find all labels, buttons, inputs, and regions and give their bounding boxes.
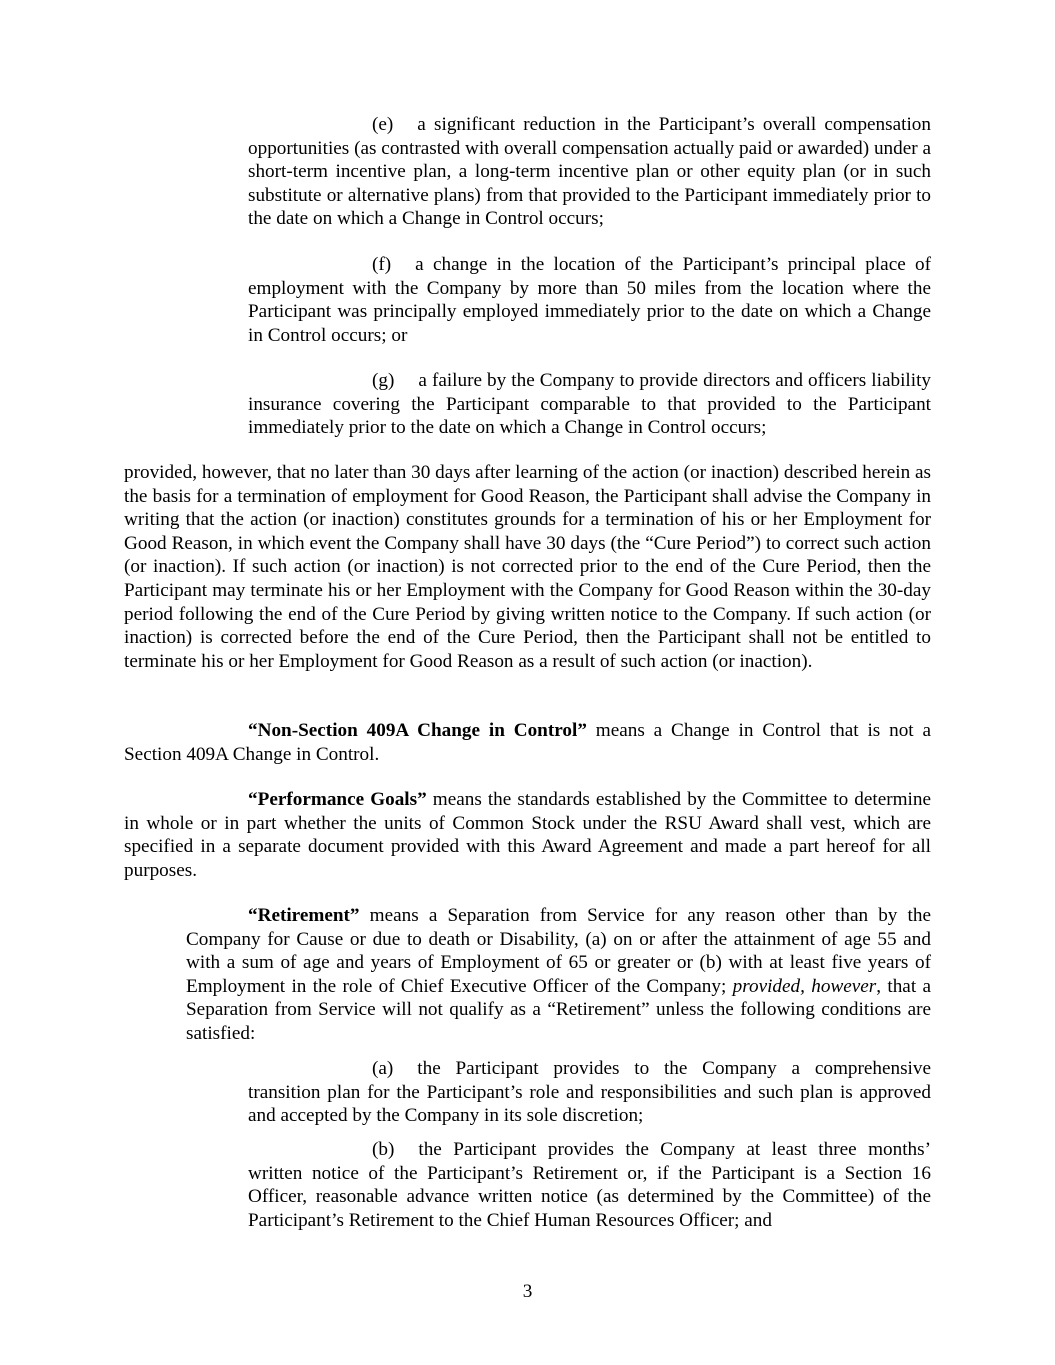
- clause-text: a change in the location of the Participant’s principal place of employment with the Company by more than 50 miles from the location where the Participant was principally employed immediately prior to the date on which a Change in Control occurs; or: [248, 254, 931, 346]
- page-number: 3: [522, 1281, 533, 1302]
- definition-italic: provided, however: [732, 975, 877, 997]
- clause-text: a significant reduction in the Participant’s overall compensation opportunities (as contrasted with overall compensation actually paid or awarded) under a short-term incentive plan, a long-term incentive plan or other equity plan (or in such substitute or alternative plans) from that provided to the Participant immediately prior to the date on which a Change in Control occurs;: [248, 114, 931, 230]
- clause-label: (e): [372, 114, 394, 135]
- definition-term: “Retirement”: [248, 905, 360, 926]
- clause-label: (a): [372, 1058, 394, 1079]
- condition-a: [248, 1057, 931, 1128]
- clause-text: the Participant provides the Company at least three months’ written notice of the Participant’s Retirement or, if the Participant is a Section 16 Officer, reasonable advance written notice (as determined by the Committee) of the Participant’s Retirement to the Chief Human Resources Officer; and: [248, 1139, 931, 1231]
- definition-non-409a: [124, 719, 931, 766]
- condition-b: [248, 1138, 931, 1232]
- definition-text: means a Separation from Service for any reason other than by the Company for Cause or due to death or Disability, (a) on or after the attainment of age 55 and with a sum of age and years of Employment of 65 or greater or (b) with at least five years of Employment in the role of Chief Executive Officer of the Company;: [186, 905, 931, 997]
- clause-label: (b): [372, 1139, 395, 1160]
- proviso-text: provided, however, that no later than 30 days after learning of the action (or inaction) described herein as the basis for a termination of employment for Good Reason, the Participant shall advise the Company in writing that the action (or inaction) constitutes grounds for a termination of his or her Employment for Good Reason, in which event the Company shall have 30 days (the “Cure Period”) to correct such action (or inaction). If such action (or inaction) is not corrected prior to the end of the Cure Period, then the Participant may terminate his or her Employment with the Company for Good Reason within the 30-day period following the end of the Cure Period by giving written notice to the Company. If such action (or inaction) is corrected before the end of the Cure Period, then the Participant shall not be entitled to terminate his or her Employment for Good Reason as a result of such action (or inaction).: [124, 462, 931, 672]
- definition-term: “Performance Goals”: [248, 789, 427, 810]
- clause-f: [248, 253, 931, 347]
- definition-text: means a Change in Control that is not a Section 409A Change in Control.: [124, 720, 931, 765]
- clause-e: [248, 113, 931, 231]
- clause-text: a failure by the Company to provide directors and officers liability insurance covering the Participant comparable to that provided to the Participant immediately prior to the date on which a Change in Control occurs;: [248, 370, 931, 439]
- definition-text-cont: , that a Separation from Service will not qualify as a “Retirement” unless the following conditions are satisfied:: [186, 975, 932, 1044]
- clause-label: (f): [372, 254, 392, 275]
- clause-label: (g): [372, 370, 395, 391]
- definition-retirement: [186, 904, 931, 1046]
- definition-term: “Non-Section 409A Change in Control”: [248, 720, 587, 741]
- clause-text: the Participant provides to the Company a comprehensive transition plan for the Participant’s role and responsibilities and such plan is approved and accepted by the Company in its sole discretion;: [248, 1058, 931, 1127]
- definition-performance-goals: [124, 788, 931, 882]
- clause-g: [248, 369, 931, 440]
- proviso-paragraph: [124, 461, 931, 673]
- definition-text: means the standards established by the Committee to determine in whole or in part whether the units of Common Stock under the RSU Award shall vest, which are specified in a separate document provided with this Award Agreement and made a part hereof for all purposes.: [124, 789, 931, 881]
